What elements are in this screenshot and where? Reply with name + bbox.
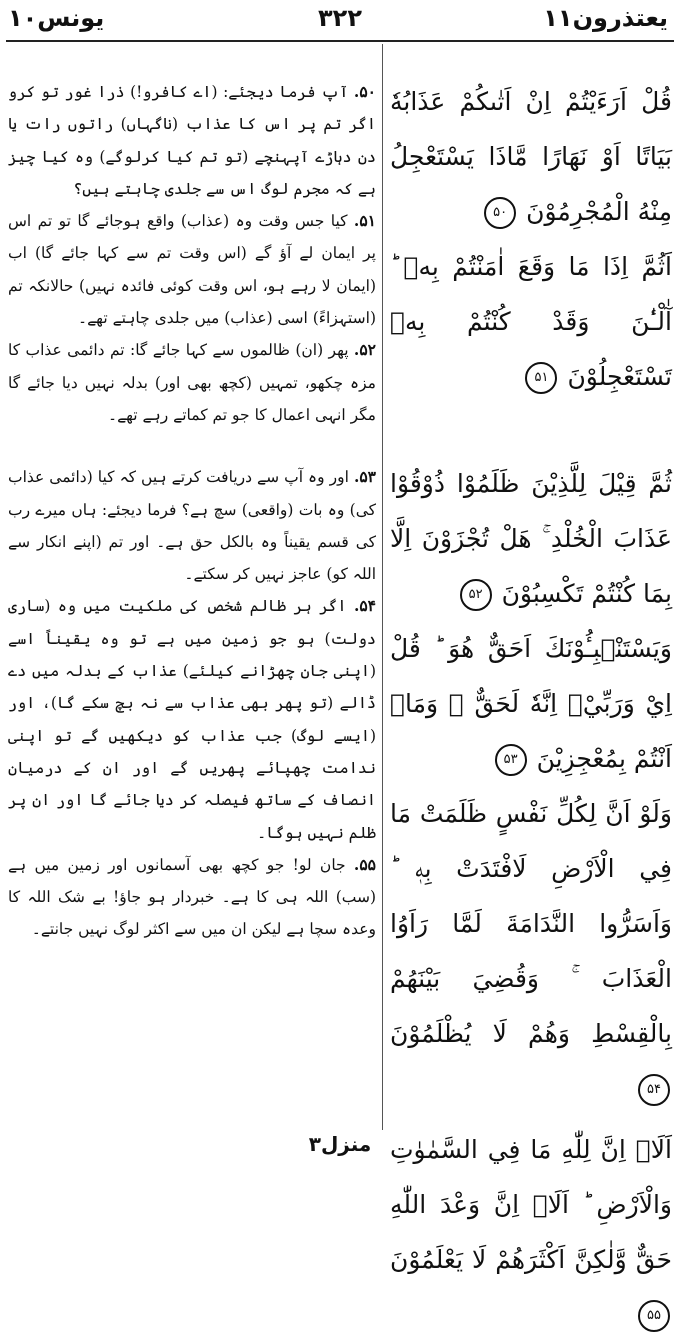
page-header: [0, 0, 680, 40]
translation-53: [8, 461, 376, 590]
verse-arabic-54: [390, 786, 672, 1116]
verse-arabic-50: [390, 74, 672, 239]
verse-text: وَلَوْ اَنَّ لِكُلِّ نَفْسٍ ظَلَمَتْ مَا فِي الْاَرْضِ لَافْتَدَتْ بِهٖ ؕ وَاَسَرُّوا النَّدَامَةَ لَمَّا رَاَوُا الْعَذَابَ ۚ وَقُضِيَ بَيْنَهُمْ بِالْقِسْطِ وَهُمْ لَا يُظْلَمُوْنَ: [390, 799, 672, 1048]
verse-marker: ۵۰: [484, 197, 516, 229]
verse-number: ۵۲.: [353, 340, 376, 360]
verse-number: ۵۱.: [353, 211, 376, 231]
column-divider: [382, 44, 383, 1130]
verse-text: وَيَسْتَنْۢبِـُٔوْنَكَ اَحَقٌّ هُوَ ؕ قُلْ اِيْ وَرَبِّيْۤ اِنَّهٗ لَحَقٌّ ۚ وَمَاۤ اَنْتُمْ بِمُعْجِزِيْنَ: [390, 634, 672, 773]
verse-arabic-51: [390, 239, 672, 404]
translation-text: پھر (ان) ظالموں سے کہا جائے گا: تم دائمی عذاب کا مزہ چکھو، تمہیں (کچھ بھی اور) بدلہ نہیں دیا جائے گا مگر انہی اعمال کا جو تم کماتے رہے تھے۔: [8, 341, 376, 424]
translation-text: اور وہ آپ سے دریافت کرتے ہیں کہ کیا (دائمی عذاب کی) وہ بات (واقعی) سچ ہے؟ فرما دیجئے: ہاں میرے رب کی قسم یقیناً وہ بالکل حق ہے۔ اور تم (اپنے انکار سے اللہ کو) عاجز نہیں کر سکتے۔: [8, 468, 376, 584]
verse-arabic-52: [390, 456, 672, 621]
verse-number: ۵۵.: [353, 854, 376, 874]
chapter-juz-title: یعتذرون۱۱: [543, 4, 668, 32]
verse-marker: ۵۱: [525, 362, 557, 394]
translation-50: [8, 76, 376, 205]
verse-text: اَلَاۤ اِنَّ لِلّٰهِ مَا فِي السَّمٰوٰتِ وَالْاَرْضِ ؕ اَلَاۤ اِنَّ وَعْدَ اللّٰهِ حَقٌّ وَّلٰكِنَّ اَكْثَرَهُمْ لَا يَعْلَمُوْنَ: [390, 1135, 672, 1274]
verse-number: ۵۴.: [353, 596, 376, 616]
verse-arabic-53: [390, 621, 672, 786]
verse-marker: ۵۴: [638, 1074, 670, 1106]
verse-text: ثُمَّ قِيْلَ لِلَّذِيْنَ ظَلَمُوْا ذُوْقُوْا عَذَابَ الْخُلْدِ ۚ هَلْ تُجْزَوْنَ اِلَّا بِمَا كُنْتُمْ تَكْسِبُوْنَ: [390, 469, 672, 608]
translation-text: جان لو! جو کچھ بھی آسمانوں اور زمین میں ہے (سب) اللہ ہی کا ہے۔ خبردار ہو جاؤ! بے شک اللہ کا وعدہ سچا ہے لیکن ان میں سے اکثر لوگ نہیں جانتے۔: [8, 855, 376, 939]
manzil-footer: منزل۳: [308, 1132, 372, 1156]
translation-51: [8, 205, 376, 334]
translation-52: [8, 334, 376, 431]
surah-title: یونس۱۰: [8, 4, 105, 32]
verse-number: ۵۳.: [353, 467, 376, 487]
verse-marker: ۵۳: [495, 744, 527, 776]
translation-54: [8, 590, 376, 848]
verse-number: ۵۰.: [353, 82, 376, 101]
translation-text: آپ فرما دیجئے: (اے کافرو!) ذرا غور تو کرو اگر تم پر اس کا عذاب (ناگہاں) راتوں رات یا دن دہاڑے آپہنچے (تو تم کیا کرلوگے) وہ کیا چیز ہے کہ مجرم لوگ اس سے جلدی چاہتے ہیں؟: [8, 83, 376, 198]
verse-text: قُلْ اَرَءَيْتُمْ اِنْ اَتٰىكُمْ عَذَابُهٗ بَيَاتًا اَوْ نَهَارًا مَّاذَا يَسْتَعْجِلُ مِنْهُ الْمُجْرِمُوْنَ: [390, 87, 672, 226]
translation-text: کیا جس وقت وہ (عذاب) واقع ہوجائے گا تو تم اس پر ایمان لے آؤ گے (اس وقت تم سے کہا جائے گا) اب (ایمان لا رہے ہو، اس وقت کوئی فائدہ نہیں) حالانکہ تم (استہزاءً) اسی (عذاب) میں جلدی چاہتے تھے۔: [8, 212, 376, 328]
urdu-column: [8, 76, 376, 946]
header-divider: [6, 40, 674, 42]
verse-marker: ۵۵: [638, 1300, 670, 1332]
translation-text: اگر ہر ظالم شخص کی ملکیت میں وہ (ساری دولت) ہو جو زمین میں ہے تو وہ یقیناً اسے (اپنی جان چھڑانے کیلئے) عذاب کے بدلہ میں دے ڈالے (تو پھر بھی عذاب سے نہ بچ سکے گا)، اور (ایسے لوگ) جب عذاب کو دیکھیں گے تو اپنی ندامت چھپائے پھریں گے اور ان کے درمیان انصاف کے ساتھ فیصلہ کر دیا جائے گا اور ان پر ظلم نہیں ہوگا۔: [8, 597, 376, 842]
verse-text: اَثُمَّ اِذَا مَا وَقَعَ اٰمَنْتُمْ بِهٖ ؕ آٰلْـٰٔنَ وَقَدْ كُنْتُمْ بِهٖ تَسْتَعْجِلُوْنَ: [390, 252, 672, 391]
page-number: ۳۲۲: [318, 4, 362, 32]
translation-55: [8, 849, 376, 946]
verse-marker: ۵۲: [460, 579, 492, 611]
